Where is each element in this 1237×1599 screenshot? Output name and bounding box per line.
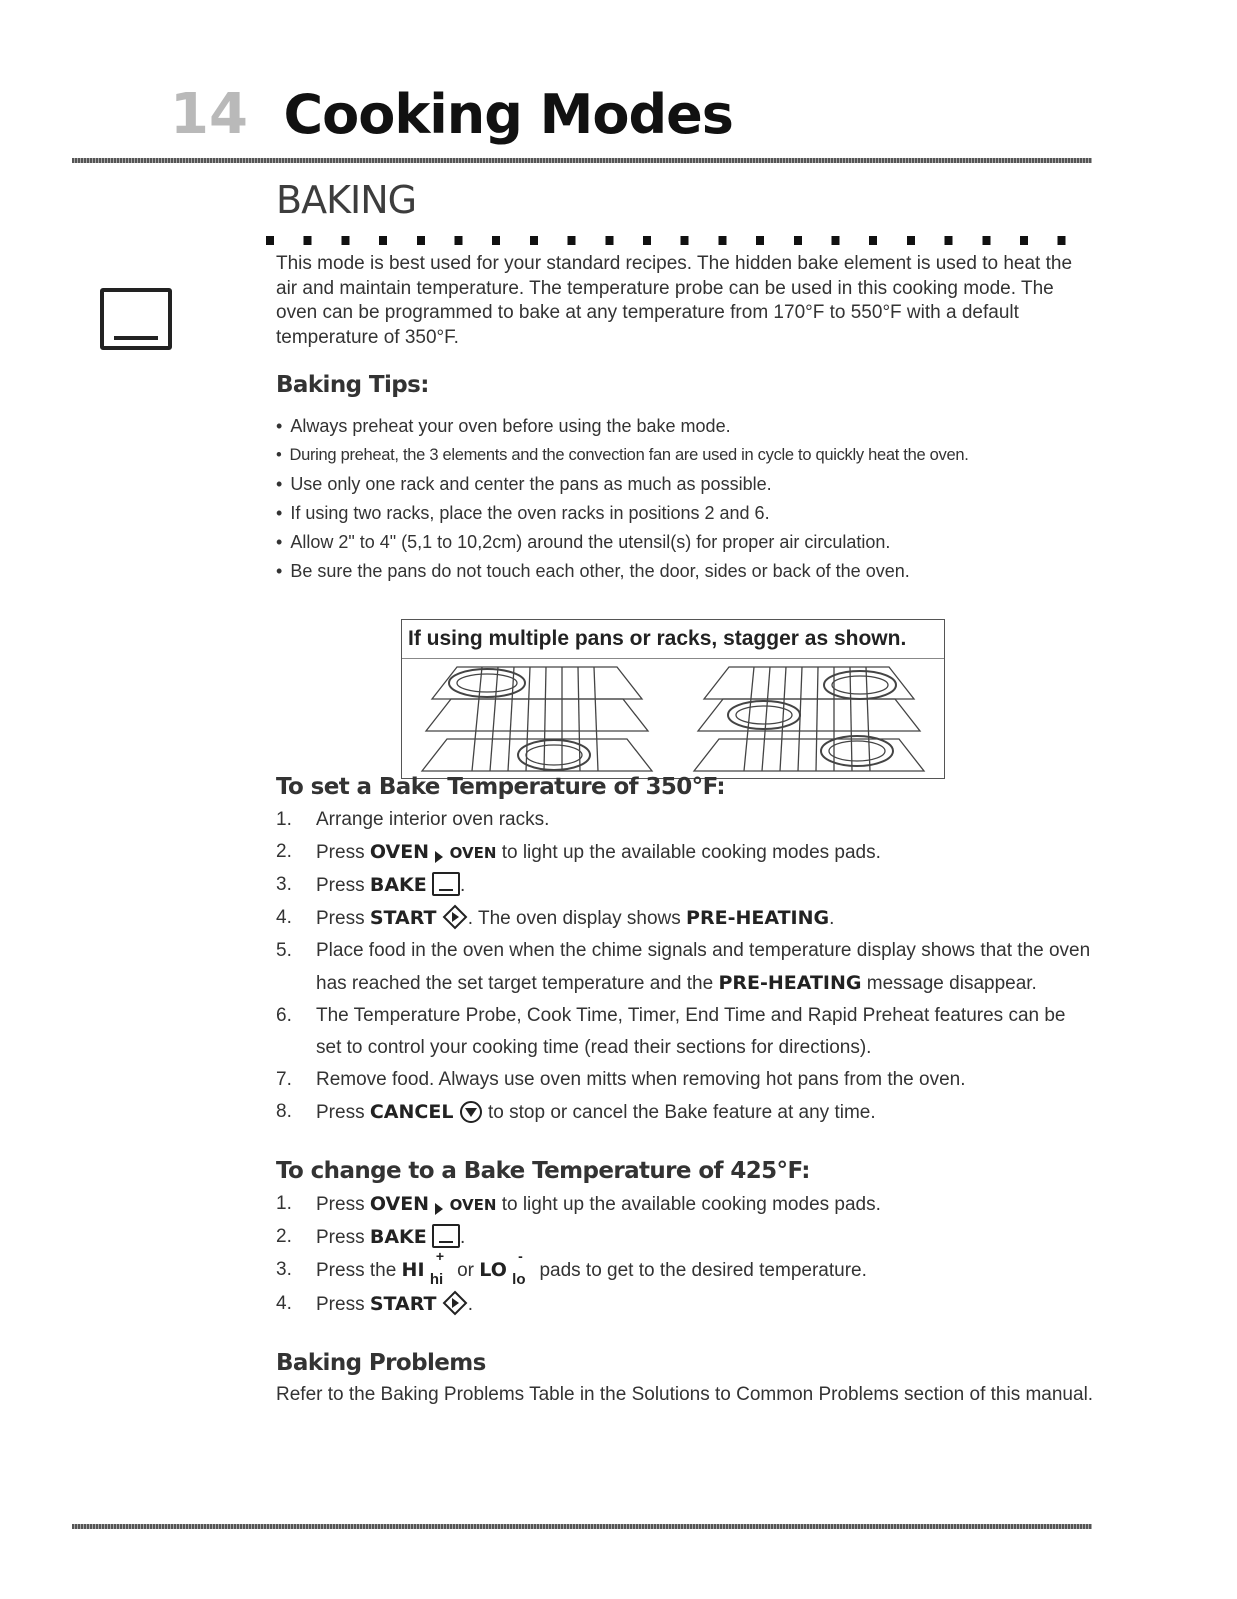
- step-item: 8. Press CANCEL to stop or cancel the Bake feature at any time.: [276, 1101, 876, 1123]
- step-item: 3. Press BAKE .: [276, 874, 466, 896]
- tip-item: • Always preheat your oven before using the bake mode.: [276, 412, 1106, 441]
- tip-item: • Allow 2" to 4" (5,1 to 10,2cm) around the utensil(s) for proper air circulation.: [276, 528, 1106, 557]
- play-arrow-icon: [434, 1202, 444, 1216]
- step-item: 2. Press OVEN OVEN to light up the available cooking modes pads.: [276, 841, 881, 863]
- step-item: 1. Press OVEN OVEN to light up the available cooking modes pads.: [276, 1193, 881, 1215]
- problems-heading: Baking Problems: [276, 1350, 486, 1376]
- start-icon: [442, 1290, 468, 1316]
- bake-icon: [100, 288, 172, 350]
- change-bake-steps: [276, 1188, 1096, 1321]
- step-item: 4. Press START . The oven display shows PRE-HEATING.: [276, 902, 1096, 935]
- step-item: 3. Press the HI + hi or LO - lo pads to get to the desired temperature.: [276, 1248, 867, 1288]
- step-item: 4. Press START .: [276, 1288, 1096, 1321]
- step-item: 7. Remove food. Always use oven mitts when removing hot pans from the oven.: [276, 1069, 966, 1090]
- tips-list: [276, 412, 1106, 586]
- play-arrow-icon: [434, 850, 444, 864]
- tip-item: • Use only one rack and center the pans as much as possible.: [276, 470, 1106, 499]
- tips-heading: Baking Tips:: [276, 372, 429, 398]
- oven-rack-illustration: [402, 659, 944, 779]
- intro-paragraph: This mode is best used for your standard recipes. The hidden bake element is used to heat the air and maintain temperature. The temperature probe can be used in this cooking mode. The oven can be programmed to bake at any temperature from 170°F to 550°F with a default temperature of 350°F.: [276, 253, 1073, 348]
- problems-text: Refer to the Baking Problems Table in the Solutions to Common Problems section of this manual.: [276, 1384, 1094, 1405]
- page-number: 14: [170, 82, 248, 147]
- dotted-divider: [266, 236, 1094, 245]
- set-bake-heading: To set a Bake Temperature of 350°F:: [276, 774, 726, 800]
- rack-figure: [401, 619, 945, 779]
- step-item: 6. The Temperature Probe, Cook Time, Timer, End Time and Rapid Preheat features can be set to control your cooking time (read their sections for directions).: [276, 1005, 1066, 1058]
- tip-item: • During preheat, the 3 elements and the convection fan are used in cycle to quickly heat the oven.: [276, 441, 1106, 470]
- step-item: 2. Press BAKE .: [276, 1226, 466, 1248]
- page-header: [170, 82, 733, 147]
- bake-icon: [432, 872, 460, 896]
- start-icon: [442, 904, 468, 930]
- top-divider: [72, 158, 1092, 163]
- section-title: BAKING: [276, 178, 417, 222]
- cancel-icon: [459, 1100, 483, 1124]
- chapter-title: Cooking Modes: [283, 83, 733, 146]
- tip-item: • Be sure the pans do not touch each other, the door, sides or back of the oven.: [276, 557, 1106, 586]
- bottom-divider: [72, 1524, 1092, 1529]
- tip-item: • If using two racks, place the oven racks in positions 2 and 6.: [276, 499, 1106, 528]
- hi-key-symbol: + hi: [429, 1248, 444, 1288]
- step-item: 1. Arrange interior oven racks.: [276, 809, 550, 830]
- step-item: 5. Place food in the oven when the chime signals and temperature display shows that the oven has reached the set target temperature and the PRE-HEATING message disappear.: [276, 940, 1091, 994]
- figure-caption: If using multiple pans or racks, stagger as shown.: [402, 620, 944, 659]
- change-bake-heading: To change to a Bake Temperature of 425°F:: [276, 1158, 810, 1184]
- lo-key-symbol: - lo: [512, 1248, 526, 1288]
- set-bake-steps: [276, 804, 1096, 1129]
